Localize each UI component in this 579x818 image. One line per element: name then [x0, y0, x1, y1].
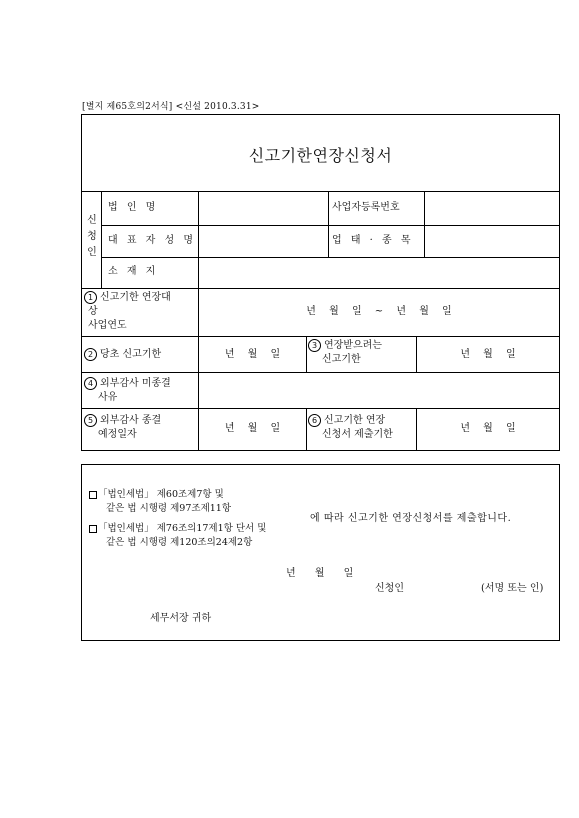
item4-reason-field[interactable]: [202, 375, 556, 405]
biz-reg-no-field[interactable]: [428, 195, 556, 223]
biz-type-field[interactable]: [428, 228, 556, 255]
item2-label-text: 당초 신고기한: [100, 349, 162, 360]
law1-line2: 같은 법 시행령 제97조제11항: [106, 503, 232, 514]
item5-label-line1: 외부감사 종결: [100, 415, 162, 426]
item5-number: 5: [84, 414, 97, 427]
item4-label-line1: 외부감사 미종결: [100, 378, 171, 389]
item3-date-field[interactable]: 년 월 일: [460, 349, 516, 360]
item1-label-line2: 상: [88, 306, 98, 317]
item3-label: [308, 339, 414, 367]
address-label: 소 재 지: [108, 266, 159, 277]
item1-label: [84, 291, 196, 333]
item1-label-line3: 사업연도: [88, 320, 127, 331]
item6-number: 6: [308, 414, 321, 427]
applicant-side-label: 신 청 인: [87, 215, 97, 258]
form-title: 신고기한연장신청서: [248, 146, 393, 165]
item1-label-line1: 신고기한 연장대: [100, 292, 171, 303]
rep-name-label: 대 표 자 성 명: [108, 235, 197, 246]
item1-period-field[interactable]: 년 월 일 ~ 년 월 일: [306, 306, 452, 317]
corp-name-field[interactable]: [202, 195, 325, 223]
item2-date-field[interactable]: 년 월 일: [224, 349, 281, 360]
item3-number: 3: [308, 339, 321, 352]
item3-label-line2: 신고기한: [322, 354, 361, 365]
item5-label: [84, 414, 196, 442]
declaration-date[interactable]: 년 월 일: [286, 568, 354, 579]
law1-option[interactable]: [89, 488, 224, 502]
law1-checkbox[interactable]: [89, 491, 97, 499]
declaration-box: [81, 464, 560, 641]
item4-number: 4: [84, 377, 97, 390]
declaration-statement: 에 따라 신고기한 연장신청서를 제출합니다.: [310, 513, 512, 524]
item1-number: 1: [84, 291, 97, 304]
law2-line1: 「법인세법」 제76조의17제1항 단서 및: [98, 523, 267, 534]
application-table: [81, 114, 560, 451]
item6-label-line1: 신고기한 연장: [324, 415, 386, 426]
item6-label: [308, 414, 414, 442]
address-field[interactable]: [202, 260, 556, 286]
biz-reg-no-label: 사업자등록번호: [332, 202, 400, 213]
item2-label: [84, 348, 196, 362]
applicant-signature-label: 신청인: [375, 583, 404, 594]
corp-name-label: 법 인 명: [108, 202, 159, 213]
item2-number: 2: [84, 348, 97, 361]
addressee: 세무서장 귀하: [150, 613, 212, 624]
item3-label-line1: 연장받으려는: [324, 340, 382, 351]
law2-checkbox[interactable]: [89, 525, 97, 533]
biz-type-label: 업 태 · 종 목: [332, 235, 414, 246]
law1-line1: 「법인세법」 제60조제7항 및: [98, 489, 224, 500]
item6-label-line2: 신청서 제출기한: [322, 429, 393, 440]
rep-name-field[interactable]: [202, 228, 325, 255]
item4-label-line2: 사유: [98, 392, 118, 403]
signature-or-seal: (서명 또는 인): [481, 583, 544, 594]
item5-date-field[interactable]: 년 월 일: [224, 423, 281, 434]
law2-option[interactable]: [89, 522, 266, 536]
law2-line2: 같은 법 시행령 제120조의24제2항: [106, 537, 253, 548]
item4-label: [84, 377, 196, 405]
item5-label-line2: 예정일자: [98, 429, 137, 440]
form-reference: [별지 제65호의2서식] <신설 2010.3.31>: [82, 102, 260, 112]
item6-date-field[interactable]: 년 월 일: [460, 423, 516, 434]
